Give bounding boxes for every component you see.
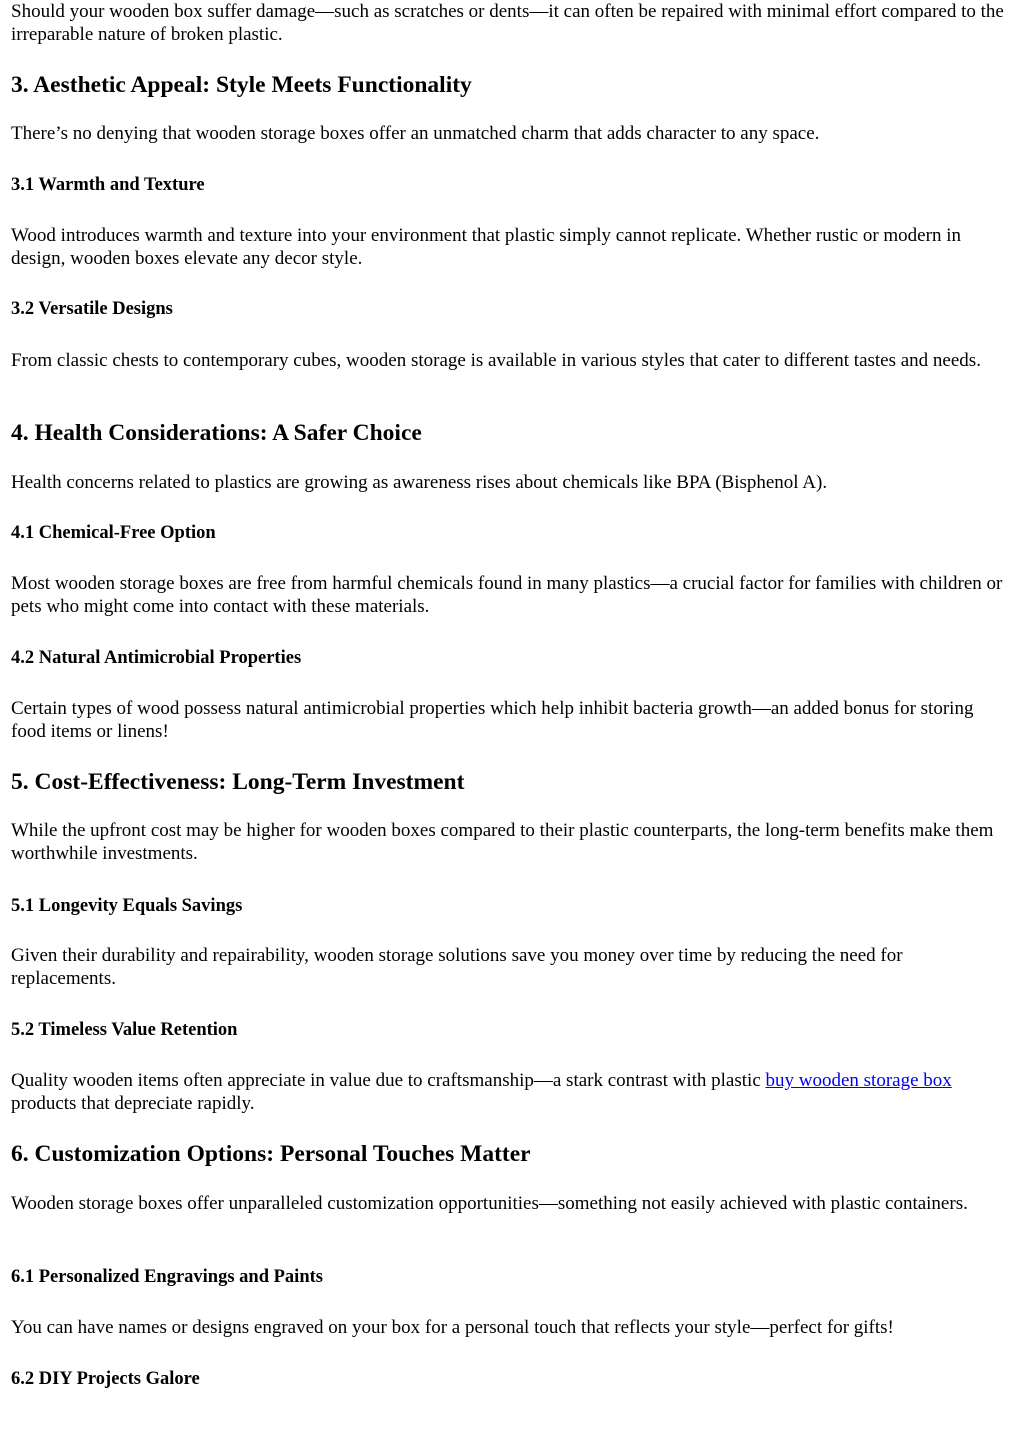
heading-personalized-engravings: 6.1 Personalized Engravings and Paints	[11, 1267, 323, 1287]
paragraph-chemical-free: Most wooden storage boxes are free from harmful chemicals found in many plastics—a crucial factor for families with children or pets who might come into contact with these materials.	[11, 573, 1003, 617]
paragraph-health-considerations: Health concerns related to plastics are growing as awareness rises about chemicals like BPA (Bisphenol A).	[11, 472, 828, 493]
paragraph-warmth-texture: Wood introduces warmth and texture into your environment that plastic simply cannot replicate. Whether rustic or modern in design, wooden boxes elevate any decor style.	[11, 225, 961, 269]
heading-health-considerations: 4. Health Considerations: A Safer Choice	[11, 420, 422, 446]
paragraph-repair: Should your wooden box suffer damage—such as scratches or dents—it can often be repaired with minimal effort compared to the irreparable nature of broken plastic.	[11, 1, 1004, 45]
paragraph-cost-effectiveness: While the upfront cost may be higher for wooden boxes compared to their plastic counterparts, the long-term benefits make them worthwhile investments.	[11, 820, 994, 864]
paragraph-versatile-designs: From classic chests to contemporary cubes, wooden storage is available in various styles that cater to different tastes and needs.	[11, 350, 981, 371]
heading-diy-projects: 6.2 DIY Projects Galore	[11, 1369, 200, 1389]
paragraph-value-retention-text-after: products that depreciate rapidly.	[11, 1093, 255, 1114]
heading-chemical-free: 4.1 Chemical-Free Option	[11, 523, 216, 543]
paragraph-value-retention	[11, 1069, 1011, 1115]
heading-warmth-texture: 3.1 Warmth and Texture	[11, 175, 205, 195]
buy-wooden-storage-box-link[interactable]: buy wooden storage box	[765, 1070, 952, 1091]
heading-aesthetic-appeal: 3. Aesthetic Appeal: Style Meets Functionality	[11, 72, 472, 98]
heading-customization-options: 6. Customization Options: Personal Touches Matter	[11, 1141, 531, 1167]
paragraph-aesthetic-appeal: There’s no denying that wooden storage boxes offer an unmatched charm that adds character to any space.	[11, 123, 820, 144]
heading-value-retention: 5.2 Timeless Value Retention	[11, 1020, 238, 1040]
paragraph-personalized-engravings: You can have names or designs engraved on your box for a personal touch that reflects your style—perfect for gifts!	[11, 1317, 894, 1338]
heading-cost-effectiveness: 5. Cost-Effectiveness: Long-Term Investment	[11, 769, 465, 795]
paragraph-antimicrobial: Certain types of wood possess natural antimicrobial properties which help inhibit bacteria growth—an added bonus for storing food items or linens!	[11, 698, 974, 742]
paragraph-customization-options: Wooden storage boxes offer unparalleled customization opportunities—something not easily achieved with plastic containers.	[11, 1193, 968, 1214]
heading-antimicrobial: 4.2 Natural Antimicrobial Properties	[11, 648, 302, 668]
heading-versatile-designs: 3.2 Versatile Designs	[11, 299, 173, 319]
heading-longevity-savings: 5.1 Longevity Equals Savings	[11, 896, 243, 916]
paragraph-value-retention-text-before: Quality wooden items often appreciate in value due to craftsmanship—a stark contrast with plastic	[11, 1070, 766, 1091]
paragraph-longevity-savings: Given their durability and repairability, wooden storage solutions save you money over time by reducing the need for replacements.	[11, 945, 903, 989]
